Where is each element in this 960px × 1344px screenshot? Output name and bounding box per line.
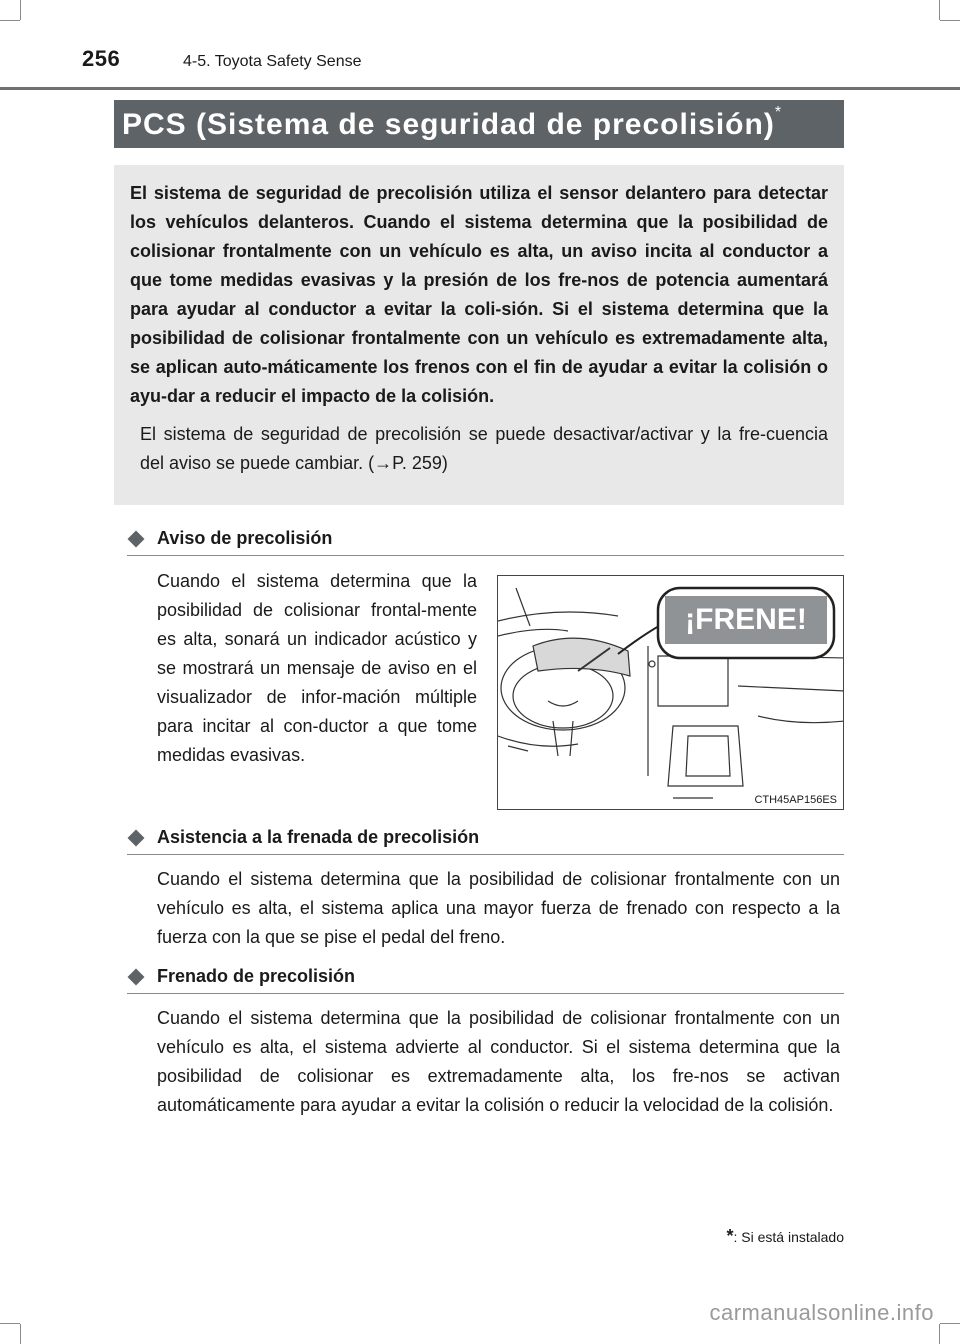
subheading-label: Asistencia a la frenada de precolisión [157, 827, 480, 847]
section-text-aviso: Cuando el sistema determina que la posibilidad de colisionar frontal-mente es alta, sonará un indicador acústico y se mostrará un mensaje de aviso en el visualizador de infor-mación múltiple para incitar al con-ductor a que tome medidas evasivas. [157, 571, 477, 765]
title-text: PCS (Sistema de seguridad de precolisión) [122, 108, 775, 141]
footnote-text: : Si está instalado [733, 1229, 844, 1245]
section-text-frenado: Cuando el sistema determina que la posibilidad de colisionar frontalmente con un vehículo es alta, el sistema advierte al conductor. Si el sistema determina que la posibilidad de colisionar es extremadamente alta, los fre-nos se activan automáticamente para ayudar a evitar la colisión o reducir la velocidad de la colisión. [157, 1008, 840, 1115]
crop-mark [20, 0, 21, 20]
subheading-asistencia [127, 824, 844, 855]
page-title [114, 100, 844, 148]
subheading-frenado [127, 963, 844, 994]
crop-mark [0, 1323, 20, 1324]
section-text-asistencia: Cuando el sistema determina que la posibilidad de colisionar frontalmente con un vehículo es alta, el sistema aplica una mayor fuerza de frenado con respecto a la fuerza con la que se pise el pedal del freno. [157, 869, 840, 947]
intro-box [114, 165, 844, 505]
subheading-label: Aviso de precolisión [157, 528, 333, 548]
section-reference: 4-5. Toyota Safety Sense [183, 53, 362, 70]
title-marker: * [774, 104, 783, 121]
crop-mark [939, 0, 940, 20]
subheading-label: Frenado de precolisión [157, 966, 356, 986]
crop-mark [20, 1324, 21, 1344]
header-rule [0, 87, 960, 90]
warning-message: ¡FRENE! [665, 596, 827, 644]
footnote [726, 1226, 844, 1247]
footnote-marker: * [726, 1226, 734, 1246]
diamond-bullet-icon [128, 830, 145, 847]
figure-code: CTH45AP156ES [754, 794, 837, 806]
intro-note: El sistema de seguridad de precolisión se puede desactivar/activar y la fre-cuencia del aviso se puede cambiar. (→P. 259) [140, 424, 828, 473]
dashboard-illustration [497, 575, 844, 810]
subheading-aviso [127, 525, 844, 556]
watermark: carmanualsonline.info [709, 1300, 934, 1325]
crop-mark [939, 1324, 940, 1344]
page-number: 256 [82, 46, 121, 71]
diamond-bullet-icon [128, 531, 145, 548]
crop-mark [940, 20, 960, 21]
diamond-bullet-icon [128, 969, 145, 986]
intro-lead: El sistema de seguridad de precolisión utiliza el sensor delantero para detectar los vehículos delanteros. Cuando el sistema determina que la posibilidad de colisionar frontalmente con un vehículo es alta, un aviso incita al conductor a que tome medidas evasivas y la presión de los fre-nos de potencia aumentará para ayudar al conductor a evitar la coli-sión. Si el sistema determina que la posibilidad de colisionar frontalmente con un vehículo es extremadamente alta, se aplican auto-máticamente los frenos con el fin de ayudar a evitar la colisión o ayu-dar a reducir el impacto de la colisión. [130, 183, 828, 406]
crop-mark [940, 1323, 960, 1324]
crop-mark [0, 20, 20, 21]
